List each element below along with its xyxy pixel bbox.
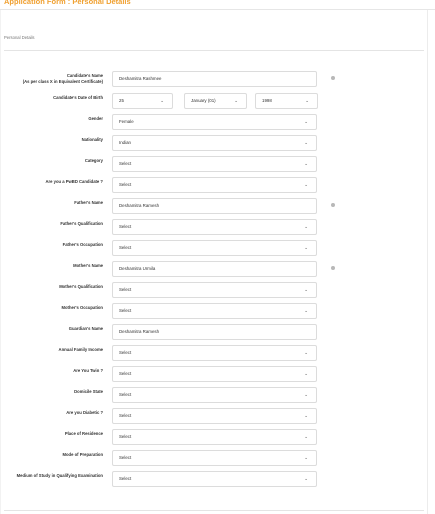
field-label-text: Domicile State bbox=[74, 389, 103, 394]
field-label-text: Father's Qualification bbox=[60, 221, 103, 226]
domicile-state-select[interactable] bbox=[112, 387, 317, 403]
chevron-down-icon: ⌄ bbox=[304, 287, 308, 292]
father-s-qualification-select[interactable] bbox=[112, 219, 317, 235]
chevron-down-icon: ⌄ bbox=[304, 308, 308, 313]
chevron-down-icon: ⌄ bbox=[304, 350, 308, 355]
info-dot-icon[interactable] bbox=[331, 76, 335, 80]
are-you-twin-select[interactable] bbox=[112, 366, 317, 382]
chevron-down-icon: ⌄ bbox=[304, 161, 308, 166]
dob-day-value: 25 bbox=[119, 98, 124, 103]
field-sublabel: (As per class X in Equivalent Certificate) bbox=[22, 78, 103, 84]
chevron-down-icon: ⌄ bbox=[304, 140, 308, 145]
chevron-down-icon: ⌄ bbox=[304, 413, 308, 418]
form-bottom-divider bbox=[4, 510, 424, 511]
form-row-are-you-twin bbox=[0, 366, 435, 382]
father-s-occupation-select[interactable] bbox=[112, 240, 317, 256]
annual-family-income-select[interactable] bbox=[112, 345, 317, 361]
chevron-down-icon: ⌄ bbox=[304, 182, 308, 187]
field-value: Deshamitra Urmila bbox=[119, 266, 156, 271]
field-value: Deshamitra Ramesh bbox=[119, 203, 160, 208]
field-value: Select bbox=[119, 182, 132, 187]
field-label bbox=[59, 284, 103, 290]
field-label bbox=[17, 473, 103, 479]
field-label-text: Mother's Qualification bbox=[59, 284, 103, 289]
section-divider bbox=[4, 50, 424, 51]
field-value: Female bbox=[119, 119, 134, 124]
field-label bbox=[85, 158, 103, 164]
field-label bbox=[59, 347, 103, 353]
field-label-text: Are you a PwBD Candidate ? bbox=[45, 179, 103, 184]
mother-s-occupation-select[interactable] bbox=[112, 303, 317, 319]
field-label-text: Mode of Preparation bbox=[62, 452, 103, 457]
field-label-text: Mother's Name bbox=[73, 263, 103, 268]
candidate-s-name-input[interactable] bbox=[112, 71, 317, 87]
category-select[interactable] bbox=[112, 156, 317, 172]
field-value: Indian bbox=[119, 140, 131, 145]
field-label-text: Are you Diabetic ? bbox=[66, 410, 103, 415]
chevron-down-icon: ⌄ bbox=[304, 392, 308, 397]
form-row-medium-of-study-in-qualifying-examination bbox=[0, 471, 435, 487]
page-title: Application Form : Personal Details bbox=[4, 0, 131, 6]
info-dot-icon[interactable] bbox=[331, 266, 335, 270]
field-label bbox=[82, 137, 103, 143]
field-value: Select bbox=[119, 245, 132, 250]
form-row-father-s-name bbox=[0, 198, 435, 214]
field-label-text: Are You Twin ? bbox=[73, 368, 103, 373]
field-label-text: Gender bbox=[88, 116, 103, 121]
field-value: Select bbox=[119, 455, 132, 460]
are-you-a-pwbd-candidate-select[interactable] bbox=[112, 177, 317, 193]
field-label bbox=[66, 410, 103, 416]
field-label-text: Category bbox=[84, 158, 103, 163]
form-row-place-of-residence bbox=[0, 429, 435, 445]
form-row-mode-of-preparation bbox=[0, 450, 435, 466]
chevron-down-icon: ⌄ bbox=[305, 98, 309, 103]
field-label-text: Candidate's Name bbox=[66, 73, 103, 78]
form-row-father-s-occupation bbox=[0, 240, 435, 256]
dob-year-select[interactable] bbox=[255, 93, 318, 109]
form-row-are-you-diabetic bbox=[0, 408, 435, 424]
field-value: Select bbox=[119, 413, 132, 418]
father-s-name-input[interactable] bbox=[112, 198, 317, 214]
field-label bbox=[74, 200, 103, 206]
field-label bbox=[63, 452, 103, 458]
field-value: Select bbox=[119, 224, 132, 229]
field-label bbox=[60, 221, 103, 227]
field-value: Select bbox=[119, 392, 132, 397]
field-value: Select bbox=[119, 434, 132, 439]
field-value: Select bbox=[119, 161, 132, 166]
field-value: Deshamitra Ramesh bbox=[119, 329, 160, 334]
chevron-down-icon: ⌄ bbox=[304, 224, 308, 229]
chevron-down-icon: ⌄ bbox=[304, 476, 308, 481]
field-label-text: Guardian's Name bbox=[68, 326, 103, 331]
field-label-text: Father's Occupation bbox=[62, 242, 103, 247]
chevron-down-icon: ⌄ bbox=[304, 119, 308, 124]
section-title: Personal Details bbox=[4, 35, 35, 40]
form-row-domicile-state bbox=[0, 387, 435, 403]
mode-of-preparation-select[interactable] bbox=[112, 450, 317, 466]
field-label-text: Mother's Occupation bbox=[61, 305, 103, 310]
field-label bbox=[73, 263, 103, 269]
form-row-mother-s-occupation bbox=[0, 303, 435, 319]
info-dot-icon[interactable] bbox=[331, 203, 335, 207]
chevron-down-icon: ⌄ bbox=[304, 434, 308, 439]
form-row-father-s-qualification bbox=[0, 219, 435, 235]
field-label-text: Father's Name bbox=[74, 200, 103, 205]
form-row-annual-family-income bbox=[0, 345, 435, 361]
dob-month-select[interactable] bbox=[184, 93, 247, 109]
field-label-text: Medium of Study in Qualifying Examination bbox=[16, 473, 103, 478]
form-row-candidate-s-name bbox=[0, 71, 435, 87]
field-label bbox=[88, 116, 103, 122]
gender-select[interactable] bbox=[112, 114, 317, 130]
field-label bbox=[23, 73, 103, 84]
field-label-text: Place of Residence bbox=[64, 431, 103, 436]
dob-month-value: January (01) bbox=[191, 98, 216, 103]
field-value: Deshamitra Rashmee bbox=[119, 76, 162, 81]
form-row-category bbox=[0, 156, 435, 172]
dob-year-value: 1998 bbox=[262, 98, 272, 103]
field-value: Select bbox=[119, 476, 132, 481]
nationality-select[interactable] bbox=[112, 135, 317, 151]
form-row-mother-s-name bbox=[0, 261, 435, 277]
mother-s-qualification-select[interactable] bbox=[112, 282, 317, 298]
field-label-text: Annual Family Income bbox=[58, 347, 103, 352]
field-label bbox=[73, 368, 103, 374]
are-you-diabetic-select[interactable] bbox=[112, 408, 317, 424]
form-row-gender bbox=[0, 114, 435, 130]
field-label bbox=[46, 179, 103, 185]
dob-day-select[interactable] bbox=[112, 93, 173, 109]
field-label bbox=[69, 326, 103, 332]
field-label-text: Candidate's Date of Birth bbox=[53, 95, 103, 100]
field-label bbox=[53, 95, 103, 101]
chevron-down-icon: ⌄ bbox=[304, 245, 308, 250]
form-row-candidate-s-date-of-birth bbox=[0, 93, 435, 109]
form-row-mother-s-qualification bbox=[0, 282, 435, 298]
field-label bbox=[63, 242, 103, 248]
field-value: Select bbox=[119, 287, 132, 292]
place-of-residence-select[interactable] bbox=[112, 429, 317, 445]
chevron-down-icon: ⌄ bbox=[160, 98, 164, 103]
medium-of-study-in-qualifying-examination-select[interactable] bbox=[112, 471, 317, 487]
form-row-are-you-a-pwbd-candidate bbox=[0, 177, 435, 193]
form-row-guardian-s-name bbox=[0, 324, 435, 340]
field-label bbox=[65, 431, 103, 437]
field-value: Select bbox=[119, 350, 132, 355]
guardian-s-name-input[interactable] bbox=[112, 324, 317, 340]
field-label-text: Nationality bbox=[81, 137, 103, 142]
field-value: Select bbox=[119, 308, 132, 313]
field-label bbox=[62, 305, 103, 311]
field-value: Select bbox=[119, 371, 132, 376]
field-label bbox=[74, 389, 103, 395]
chevron-down-icon: ⌄ bbox=[234, 98, 238, 103]
chevron-down-icon: ⌄ bbox=[304, 371, 308, 376]
chevron-down-icon: ⌄ bbox=[304, 455, 308, 460]
mother-s-name-input[interactable] bbox=[112, 261, 317, 277]
form-row-nationality bbox=[0, 135, 435, 151]
